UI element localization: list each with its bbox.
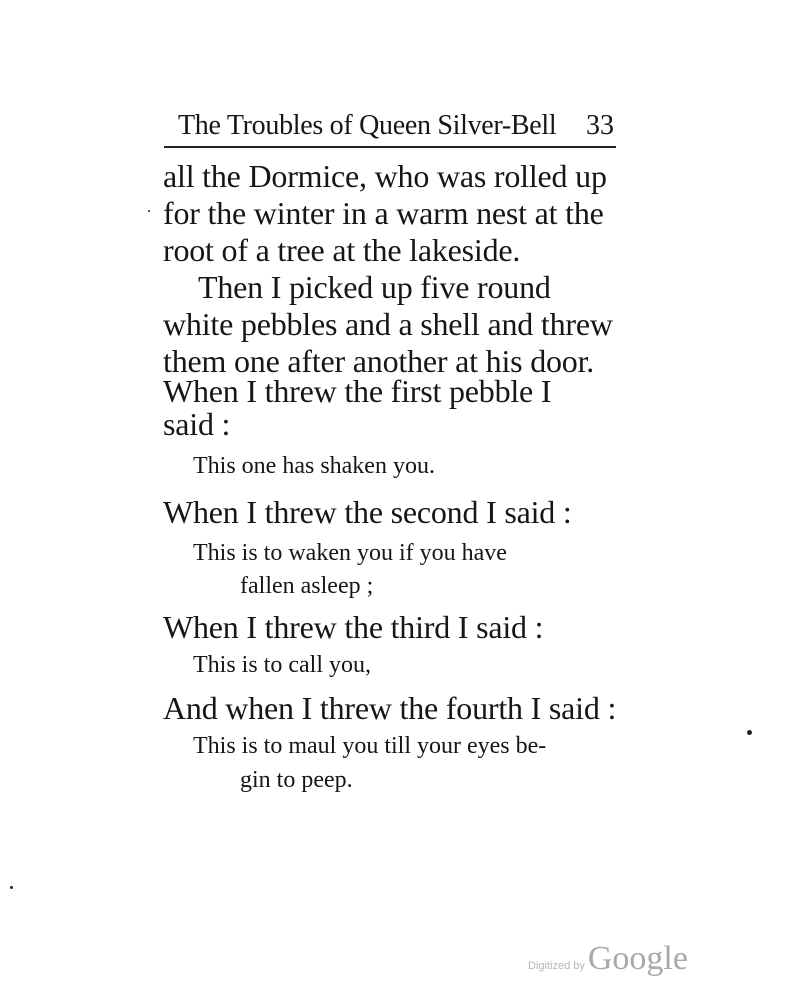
verse-4-line-2: gin to peep.: [240, 767, 353, 793]
watermark-brand: Google: [587, 940, 688, 977]
paragraph-2-line-3: them one after another at his door.: [163, 343, 595, 379]
verse-3-line-1: This is to call you,: [193, 652, 371, 678]
narration-2: When I threw the second I said :: [163, 494, 572, 530]
scan-speck: [148, 210, 150, 212]
narration-3: When I threw the third I said :: [163, 609, 544, 645]
scan-speck: [747, 730, 752, 735]
paragraph-2-line-5: said :: [163, 406, 231, 442]
verse-4-line-1: This is to maul you till your eyes be-: [193, 733, 547, 759]
verse-1-line-1: This one has shaken you.: [193, 453, 435, 479]
digitized-by-google-watermark: [528, 940, 688, 978]
watermark-prefix: Digitized by: [528, 960, 585, 972]
paragraph-2-line-4: When I threw the first pebble I: [163, 373, 552, 409]
verse-2-line-2: fallen asleep ;: [240, 573, 374, 599]
running-head: [164, 108, 616, 148]
verse-2-line-1: This is to waken you if you have: [193, 540, 507, 566]
paragraph-2-line-2: white pebbles and a shell and threw: [163, 306, 613, 342]
paragraph-2-line-1: Then I picked up five round: [198, 269, 551, 305]
page-number: 33: [586, 110, 614, 141]
paragraph-1-line-2: for the winter in a warm nest at the: [163, 195, 604, 231]
narration-4: And when I threw the fourth I said :: [163, 690, 617, 726]
scan-speck: [10, 886, 13, 889]
paragraph-1-line-1: all the Dormice, who was rolled up: [163, 158, 607, 194]
running-head-title: The Troubles of Queen Silver-Bell: [178, 110, 557, 141]
paragraph-1-line-3: root of a tree at the lakeside.: [163, 232, 521, 268]
